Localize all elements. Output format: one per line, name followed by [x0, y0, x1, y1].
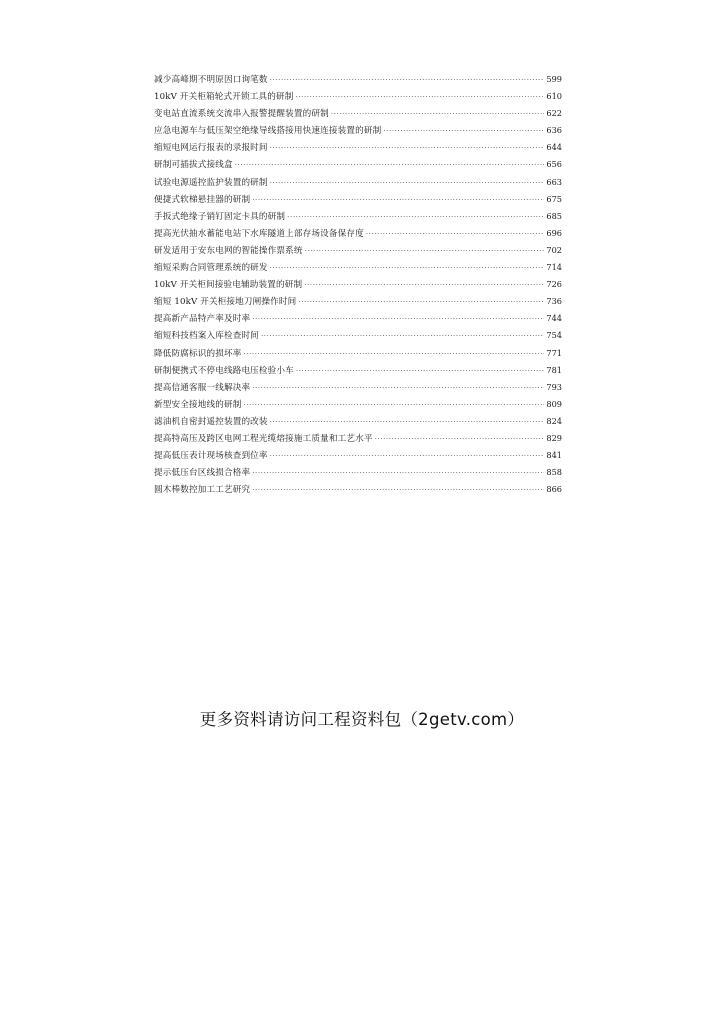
- toc-entry-title: 便捷式软梯悬挂器的研制: [154, 194, 251, 205]
- toc-entry: [154, 327, 562, 344]
- toc-dot-leader: [243, 346, 544, 363]
- toc-entry: [154, 362, 562, 379]
- toc-entry-title: 新型安全接地线的研制: [154, 399, 242, 410]
- toc-entry-title: 研发适用于安东电网的智能操作票系统: [154, 245, 303, 256]
- toc-entry-title: 应急电源车与低压架空绝缘导线搭接用快速连接装置的研制: [154, 126, 382, 137]
- toc-entry-page: 793: [546, 381, 562, 392]
- toc-entry-page: 644: [546, 142, 562, 153]
- toc-entry-title: 变电站直流系统交流串入报警提醒装置的研制: [154, 109, 329, 120]
- toc-entry-page: 744: [546, 313, 562, 324]
- toc-entry-title: 提高信通客服一线解决率: [154, 382, 251, 393]
- toc-entry-page: 829: [546, 432, 562, 443]
- toc-entry-title: 研制便携式不停电线路电压检验小车: [154, 365, 294, 376]
- toc-dot-leader: [252, 465, 544, 482]
- toc-entry-page: 714: [546, 262, 562, 273]
- toc-entry-page: 754: [546, 330, 562, 341]
- toc-entry-title: 提高特高压及跨区电网工程光缆熔接施工质量和工艺水平: [154, 433, 373, 444]
- toc-entry-title: 缩短采购合同管理系统的研发: [154, 263, 268, 274]
- toc-entry: [154, 225, 562, 242]
- toc-entry-page: 824: [546, 415, 562, 426]
- toc-entry-title: 提高光伏抽水蓄能电站下水库隧道上部存场设备保存度: [154, 228, 364, 239]
- toc-entry: [154, 174, 562, 191]
- toc-entry-page: 663: [546, 176, 562, 187]
- toc-entry-title: 提高新产品特产率及时率: [154, 314, 251, 325]
- toc-entry: [154, 430, 562, 447]
- toc-entry: [154, 396, 562, 413]
- toc-dot-leader: [270, 175, 544, 192]
- toc-dot-leader: [298, 294, 544, 311]
- toc-entry: [154, 276, 562, 293]
- toc-entry-title: 圆木棒数控加工工艺研究: [154, 485, 251, 496]
- toc-dot-leader: [287, 209, 544, 226]
- toc-entry-page: 610: [546, 91, 562, 102]
- toc-entry: [154, 191, 562, 208]
- toc-dot-leader: [270, 140, 544, 157]
- toc-entry-title: 缩短电网运行报表的录报时间: [154, 143, 268, 154]
- toc-entry-page: 696: [546, 227, 562, 238]
- toc-entry: [154, 345, 562, 362]
- toc-entry: [154, 122, 562, 139]
- toc-entry: [154, 447, 562, 464]
- toc-dot-leader: [270, 414, 544, 431]
- toc-entry-title: 降低防腐标识的损坏率: [154, 348, 242, 359]
- toc-entry: [154, 413, 562, 430]
- toc-dot-leader: [252, 482, 544, 499]
- toc-entry-title: 缩短 10kV 开关柜接地刀闸操作时间: [154, 297, 297, 308]
- toc-entry-page: 726: [546, 279, 562, 290]
- table-of-contents: [154, 71, 562, 498]
- toc-entry-title: 10kV 开关柜间接验电辅助装置的研制: [154, 280, 303, 291]
- toc-dot-leader: [331, 106, 544, 123]
- toc-entry-title: 缩短科技档案入库检查时间: [154, 331, 259, 342]
- toc-entry-page: 809: [546, 398, 562, 409]
- toc-entry-title: 10kV 开关柜箱轮式开锁工具的研制: [154, 92, 294, 103]
- toc-entry-page: 858: [546, 467, 562, 478]
- toc-entry-page: 781: [546, 364, 562, 375]
- toc-dot-leader: [304, 277, 544, 294]
- toc-entry: [154, 379, 562, 396]
- toc-dot-leader: [235, 157, 544, 174]
- toc-entry-page: 685: [546, 210, 562, 221]
- toc-entry: [154, 105, 562, 122]
- toc-entry: [154, 310, 562, 327]
- toc-dot-leader: [270, 448, 544, 465]
- toc-dot-leader: [270, 72, 544, 89]
- toc-dot-leader: [252, 380, 544, 397]
- toc-entry: [154, 464, 562, 481]
- toc-dot-leader: [270, 260, 544, 277]
- toc-entry-page: 702: [546, 244, 562, 255]
- toc-entry-title: 提高低压表计现场核查到位率: [154, 451, 268, 462]
- toc-entry: [154, 139, 562, 156]
- toc-entry-page: 622: [546, 108, 562, 119]
- toc-dot-leader: [383, 123, 544, 140]
- toc-entry: [154, 293, 562, 310]
- toc-entry: [154, 71, 562, 88]
- footer-note: 更多资料请访问工程资料包（2getv.com）: [199, 710, 525, 729]
- toc-entry-page: 599: [546, 74, 562, 84]
- toc-entry-title: 手扳式绝缘子销钉固定卡具的研制: [154, 211, 286, 222]
- toc-entry-page: 675: [546, 193, 562, 204]
- toc-dot-leader: [305, 243, 544, 260]
- toc-entry-title: 滤油机自密封遥控装置的改装: [154, 416, 268, 427]
- toc-entry-page: 841: [546, 450, 562, 461]
- toc-entry: [154, 481, 562, 498]
- toc-dot-leader: [296, 89, 545, 106]
- toc-dot-leader: [252, 192, 544, 209]
- toc-entry-title: 提示低压台区线损合格率: [154, 468, 251, 479]
- toc-dot-leader: [296, 363, 544, 380]
- toc-entry-title: 减少高峰期不明原因口询笔数: [154, 75, 268, 85]
- toc-dot-leader: [243, 397, 544, 414]
- toc-entry: [154, 259, 562, 276]
- toc-dot-leader: [261, 328, 544, 345]
- toc-entry: [154, 88, 562, 105]
- toc-entry-page: 736: [546, 296, 562, 307]
- toc-entry-page: 636: [546, 125, 562, 136]
- toc-dot-leader: [366, 226, 544, 243]
- toc-entry: [154, 156, 562, 173]
- toc-dot-leader: [375, 431, 544, 448]
- toc-entry: [154, 242, 562, 259]
- toc-entry-page: 866: [546, 484, 562, 495]
- toc-dot-leader: [252, 311, 544, 328]
- toc-entry-title: 试验电源遥控监护装置的研制: [154, 177, 268, 188]
- toc-entry-page: 771: [546, 347, 562, 358]
- toc-entry-title: 研制可插拔式接线盒: [154, 160, 233, 171]
- toc-entry-page: 656: [546, 159, 562, 170]
- toc-entry: [154, 208, 562, 225]
